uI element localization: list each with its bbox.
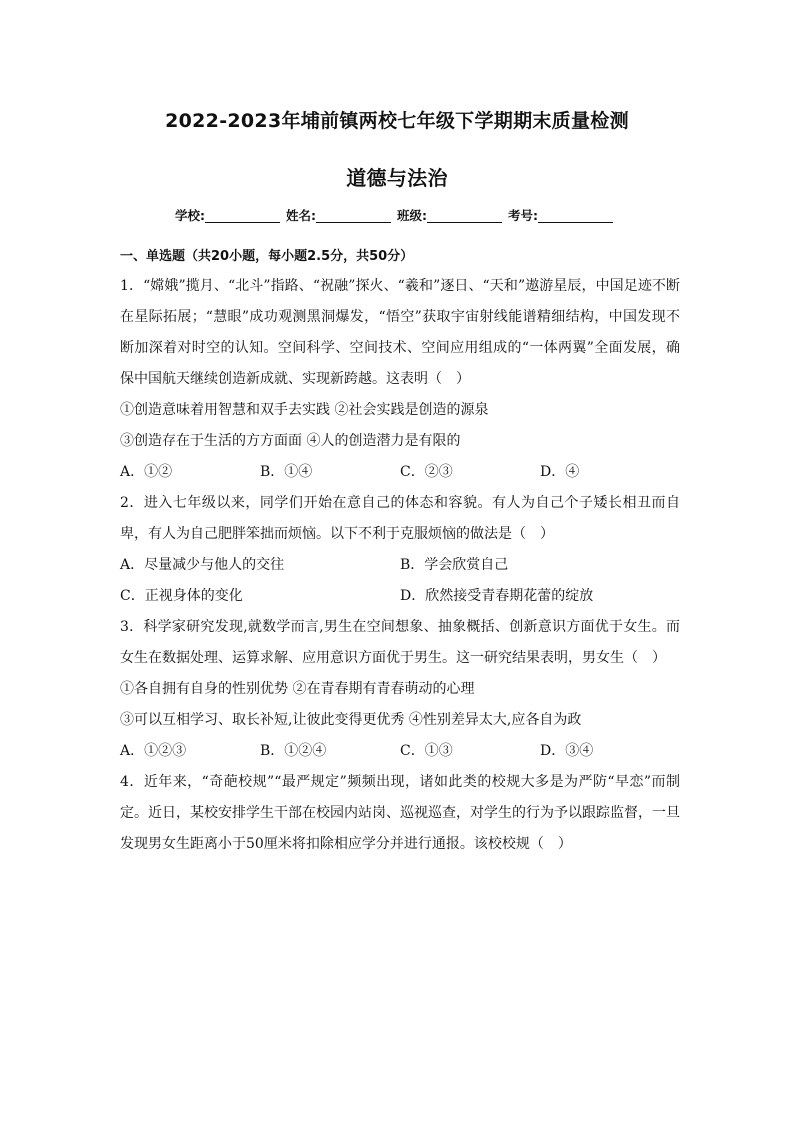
question-4 [120, 767, 680, 860]
statement-line: ③可以互相学习、取长补短,让彼此变得更优秀 ④性别差异太大,应各自为政 [120, 712, 582, 728]
name-label: 姓名: [286, 208, 316, 223]
statement-line: ③创造存在于生活的方方面面 ④人的创造潜力是有限的 [120, 433, 461, 449]
exam-number-blank[interactable] [538, 209, 613, 223]
option-b[interactable]: B．学会欣赏自己 [400, 557, 509, 573]
section-heading: 一、单选题（共20小题，每小题2.5分，共50分） [120, 249, 414, 264]
questions-area [120, 246, 680, 860]
exam-title: 2022-2023年埔前镇两校七年级下学期期末质量检测 [165, 110, 629, 132]
name-blank[interactable] [316, 209, 391, 223]
question-stem: 4．近年来，“奇葩校规”“最严规定”频频出现，诸如此类的校规大多是为严防“早恋”而制定。近日，某校安排学生干部在校园内站岗、巡视巡查，对学生的行为予以跟踪监督，一旦发现男女生距离小于50厘米将扣除相应学分并进行通报。该校校规（ ） [120, 774, 680, 852]
class-label: 班级: [397, 208, 427, 223]
options-row [120, 581, 680, 612]
options-row [120, 457, 680, 488]
school-blank[interactable] [205, 209, 280, 223]
question-3 [120, 612, 680, 767]
exam-number-label: 考号: [508, 208, 538, 223]
statement-line: ①各自拥有自身的性别优势 ②在青春期有青春萌动的心理 [120, 681, 475, 697]
option-c[interactable]: C．②③ [400, 464, 453, 480]
student-info-line [0, 206, 794, 224]
option-b[interactable]: B．①②④ [260, 743, 327, 759]
question-1 [120, 271, 680, 488]
option-d[interactable]: D．欣然接受青春期花蕾的绽放 [400, 588, 594, 604]
option-d[interactable]: D．③④ [540, 743, 594, 759]
option-a[interactable]: A．①② [120, 464, 173, 480]
question-stem: 3．科学家研究发现,就数学而言,男生在空间想象、抽象概括、创新意识方面优于女生。而女生在数据处理、运算求解、应用意识方面优于男生。这一研究结果表明，男女生（ ） [120, 619, 680, 666]
question-2 [120, 488, 680, 612]
options-row [120, 550, 680, 581]
subject-title: 道德与法治 [346, 166, 448, 190]
option-c[interactable]: C．正视身体的变化 [120, 588, 243, 604]
option-a[interactable]: A．尽量减少与他人的交往 [120, 557, 285, 573]
option-a[interactable]: A．①②③ [120, 743, 187, 759]
options-row [120, 736, 680, 767]
question-stem: 2．进入七年级以来，同学们开始在意自己的体态和容貌。有人为自己个子矮长相丑而自卑，有人为自己肥胖笨拙而烦恼。以下不利于克服烦恼的做法是（ ） [120, 495, 680, 542]
question-stem: 1．“嫦娥”揽月、“北斗”指路、“祝融”探火、“羲和”逐日、“天和”遨游星辰，中国足迹不断在星际拓展；“慧眼”成功观测黑洞爆发，“悟空”获取宇宙射线能谱精细结构，中国发现不断加深着对时空的认知。空间科学、空间技术、空间应用组成的“一体两翼”全面发展，确保中国航天继续创造新成就、实现新跨越。这表明（ ） [120, 278, 680, 387]
class-blank[interactable] [427, 209, 502, 223]
statement-line: ①创造意味着用智慧和双手去实践 ②社会实践是创造的源泉 [120, 402, 489, 418]
option-c[interactable]: C．①③ [400, 743, 453, 759]
option-d[interactable]: D．④ [540, 464, 580, 480]
option-b[interactable]: B．①④ [260, 464, 313, 480]
school-label: 学校: [175, 208, 205, 223]
